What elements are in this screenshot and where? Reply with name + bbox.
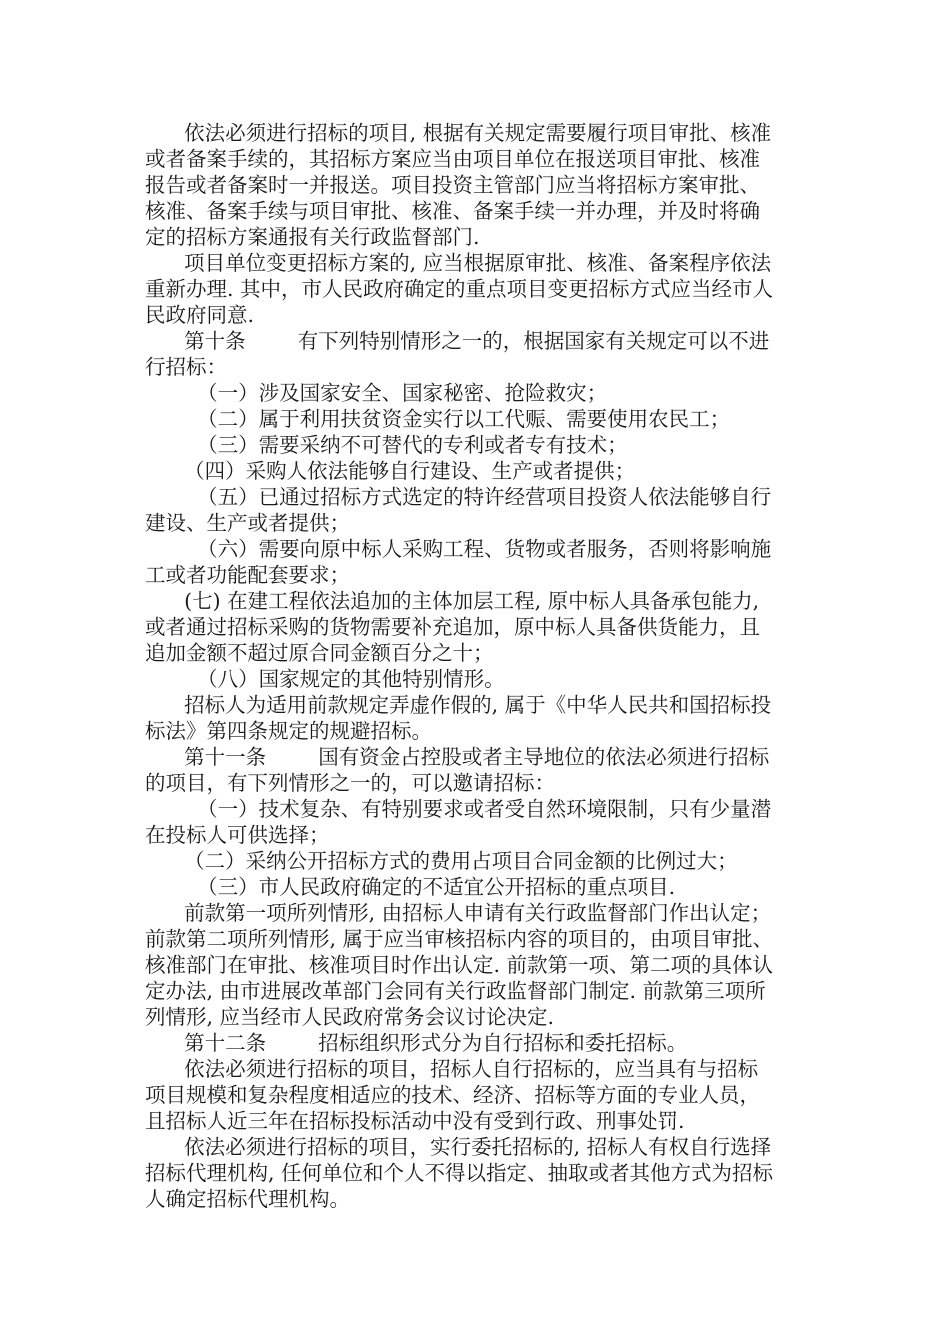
text-line: 重新办理. 其中，市人民政府确定的重点项目变更招标方式应当经市人 [145, 277, 774, 301]
text-line: 第十条 有下列特别情形之一的，根据国家有关规定可以不进 [145, 329, 770, 353]
text-line: 依法必须进行招标的项目, 根据有关规定需要履行项目审批、核准 [145, 121, 772, 145]
text-line: (七) 在建工程依法追加的主体加层工程, 原中标人具备承包能力, [145, 589, 760, 613]
text-line: 报告或者备案时一并报送。项目投资主管部门应当将招标方案审批、 [145, 173, 760, 197]
text-line: 项目规模和复杂程度相适应的技术、经济、招标等方面的专业人员， [145, 1083, 760, 1107]
text-line: 第十二条 招标组织形式分为自行招标和委托招标。 [145, 1031, 688, 1055]
text-line: 项目单位变更招标方案的, 应当根据原审批、核准、备案程序依法 [145, 251, 772, 275]
text-line: 的项目，有下列情形之一的，可以邀请招标： [145, 771, 555, 795]
text-line: 标法》第四条规定的规避招标。 [145, 719, 432, 743]
document-body [145, 120, 801, 1212]
text-line: 第十一条 国有资金占控股或者主导地位的依法必须进行招标 [145, 745, 770, 769]
text-line: 定办法, 由市进展改革部门会同有关行政监督部门制定. 前款第三项所 [145, 979, 766, 1003]
text-line: 依法必须进行招标的项目，招标人自行招标的，应当具有与招标 [145, 1057, 759, 1081]
text-line: 在投标人可供选择； [145, 823, 330, 847]
text-line: 或者通过招标采购的货物需要补充追加，原中标人具备供货能力，且 [145, 615, 760, 639]
text-line: （二）采纳公开招标方式的费用占项目合同金额的比例过大； [145, 849, 738, 873]
text-line: 招标代理机构, 任何单位和个人不得以指定、抽取或者其他方式为招标 [145, 1161, 774, 1185]
text-line: 招标人为适用前款规定弄虚作假的, 属于《中华人民共和国招标投 [145, 693, 772, 717]
text-line: （三）市人民政府确定的不适宜公开招标的重点项目. [145, 875, 676, 899]
text-line: 依法必须进行招标的项目，实行委托招标的, 招标人有权自行选择 [145, 1135, 772, 1159]
text-line: （三）需要采纳不可替代的专利或者专有技术； [145, 433, 628, 457]
text-line: （一）技术复杂、有特别要求或者受自然环境限制，只有少量潜 [145, 797, 772, 821]
text-line: 定的招标方案通报有关行政监督部门. [145, 225, 480, 249]
text-line: 行招标： [145, 355, 227, 379]
text-line: （八）国家规定的其他特别情形。 [145, 667, 505, 691]
text-line: 工或者功能配套要求； [145, 563, 350, 587]
text-line: （五）已通过招标方式选定的特许经营项目投资人依法能够自行 [145, 485, 772, 509]
text-line: 且招标人近三年在招标投标活动中没有受到行政、刑事处罚. [145, 1109, 685, 1133]
text-line: 列情形, 应当经市人民政府常务会议讨论决定. [145, 1005, 555, 1029]
text-line: 前款第二项所列情形, 属于应当审核招标内容的项目的，由项目审批、 [145, 927, 774, 951]
text-line: （四）采购人依法能够自行建设、生产或者提供； [145, 459, 636, 483]
text-line: 前款第一项所列情形, 由招标人申请有关行政监督部门作出认定； [145, 901, 772, 925]
text-line: 核准部门在审批、核准项目时作出认定. 前款第一项、第二项的具体认 [145, 953, 774, 977]
text-line: 建设、生产或者提供； [145, 511, 350, 535]
text-line: 人确定招标代理机构。 [145, 1187, 350, 1211]
text-line: （一）涉及国家安全、国家秘密、抢险救灾； [145, 381, 608, 405]
text-line: （二）属于利用扶贫资金实行以工代赈、需要使用农民工； [145, 407, 731, 431]
text-line: 民政府同意. [145, 303, 255, 327]
text-line: 追加金额不超过原合同金额百分之十； [145, 641, 494, 665]
text-line: （六）需要向原中标人采购工程、货物或者服务，否则将影响施 [145, 537, 772, 561]
text-line: 或者备案手续的，其招标方案应当由项目单位在报送项目审批、核准 [145, 147, 760, 171]
text-line: 核准、备案手续与项目审批、核准、备案手续一并办理，并及时将确 [145, 199, 760, 223]
